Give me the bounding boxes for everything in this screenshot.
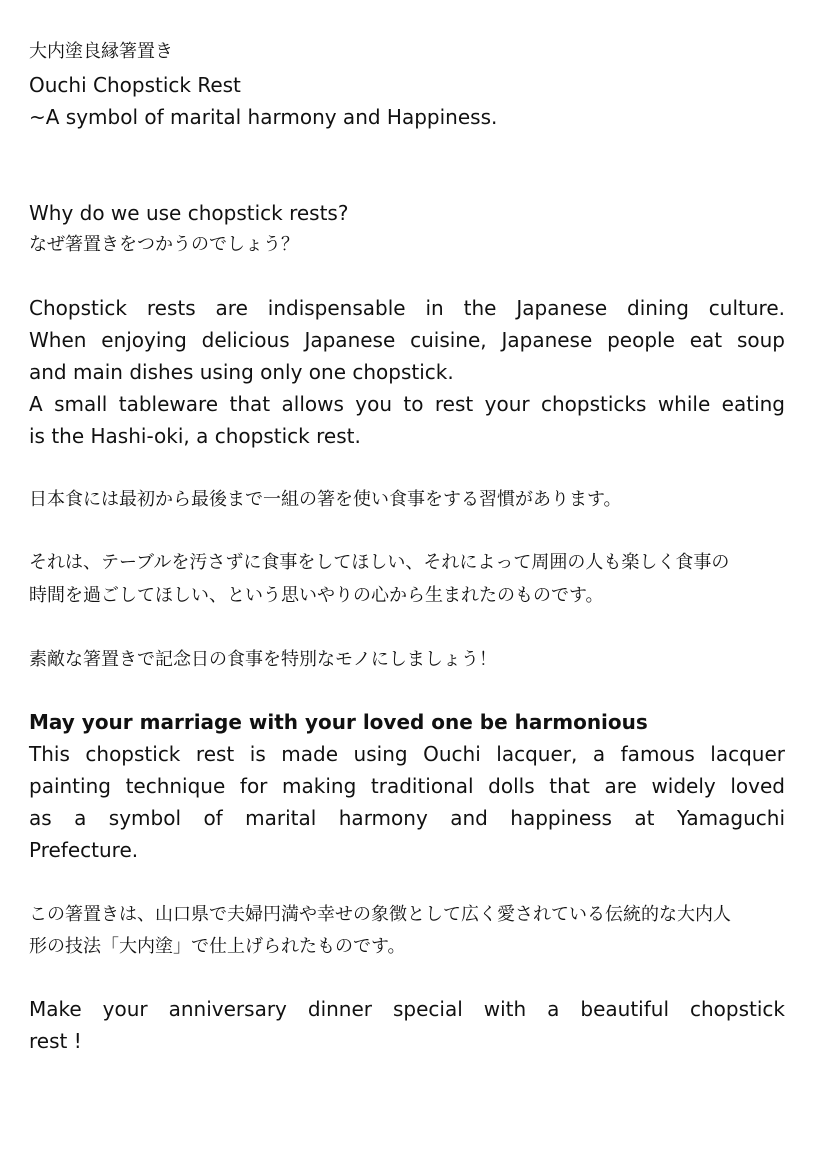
japanese-paragraph: 素敵な箸置きで記念日の食事を特別なモノにしましょう！ [29, 649, 497, 670]
japanese-paragraph-line: この箸置きは、山口県で夫婦円満や幸せの象徴として広く愛されている伝統的な大内人 [29, 904, 731, 925]
paragraph-line: When enjoying delicious Japanese cuisine, Japanese people eat soup [29, 328, 785, 352]
paragraph-line: painting technique for making traditional dolls that are widely loved [29, 774, 785, 798]
paragraph-line: and main dishes using only one chopstick. [29, 360, 454, 384]
japanese-paragraph: 日本食には最初から最後まで一組の箸を使い食事をする習慣があります。 [29, 489, 622, 510]
paragraph-line: as a symbol of marital harmony and happiness at Yamaguchi [29, 806, 785, 830]
paragraph-line: Chopstick rests are indispensable in the Japanese dining culture. [29, 296, 785, 320]
why-question-en: Why do we use chopstick rests? [29, 201, 349, 225]
closing-line: Make your anniversary dinner special with a beautiful chopstick [29, 997, 785, 1021]
title-japanese: 大内塗良縁箸置き [29, 41, 173, 62]
paragraph-line: Prefecture. [29, 838, 139, 862]
japanese-paragraph-line: 形の技法「大内塗」で仕上げられたものです。 [29, 936, 406, 957]
marriage-heading: May your marriage with your loved one be harmonious [29, 710, 648, 734]
why-question-jp: なぜ箸置きをつかうのでしょう？ [29, 234, 299, 255]
tagline: ~A symbol of marital harmony and Happiness. [29, 105, 498, 129]
japanese-paragraph-line: それは、テーブルを汚さずに食事をしてほしい、それによって周囲の人も楽しく食事の [29, 552, 730, 573]
paragraph-line: A small tableware that allows you to rest your chopsticks while eating [29, 392, 785, 416]
paragraph-line: is the Hashi-oki, a chopstick rest. [29, 424, 361, 448]
title-english: Ouchi Chopstick Rest [29, 73, 241, 97]
paragraph-line: This chopstick rest is made using Ouchi lacquer, a famous lacquer [29, 742, 785, 766]
japanese-paragraph-line: 時間を過ごしてほしい、という思いやりの心から生まれたのものです。 [29, 585, 604, 606]
closing-line: rest ! [29, 1029, 82, 1053]
